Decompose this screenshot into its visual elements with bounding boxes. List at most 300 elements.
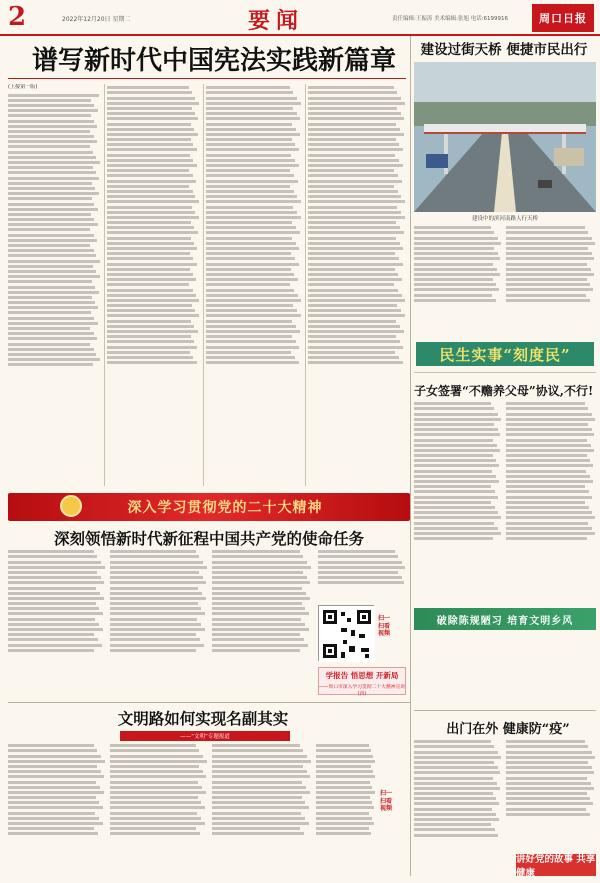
text-line [206, 174, 294, 177]
rural-civility-banner: 破除陈规陋习 培育文明乡风 [414, 608, 596, 630]
text-line [414, 490, 495, 493]
text-line [8, 311, 91, 314]
text-line [206, 294, 298, 297]
text-line [212, 576, 307, 579]
text-line [107, 231, 198, 234]
text-line [414, 288, 499, 291]
text-line [206, 335, 292, 338]
lead-story-byline: (上接第一版) [8, 84, 38, 90]
text-line [414, 299, 496, 302]
text-line [212, 592, 306, 595]
text-line [308, 185, 394, 188]
text-line [318, 561, 402, 564]
text-line [308, 299, 405, 302]
text-line [308, 268, 395, 271]
text-line [8, 260, 100, 263]
text-line [8, 775, 104, 778]
text-line [8, 182, 92, 185]
text-line [206, 195, 297, 198]
text-line [414, 745, 494, 748]
text-line [414, 464, 499, 467]
bridge-headline: 建设过街天桥 便捷市民出行 [420, 42, 588, 58]
section-rule [8, 702, 410, 703]
text-line [308, 91, 397, 94]
section-title: 要闻 [248, 8, 305, 34]
editor-credits: 责任编辑:王振涛 美术编辑:张旭 电话:6199916 [392, 16, 509, 22]
epidemic-story-column-1 [414, 738, 502, 876]
text-line [414, 522, 494, 525]
text-line [107, 237, 191, 240]
text-line [212, 812, 301, 815]
text-line [414, 782, 497, 785]
text-line [506, 273, 594, 276]
epidemic-headline: 出门在外 健康防“疫” [446, 722, 570, 737]
text-line [414, 828, 495, 831]
text-line [206, 86, 290, 89]
text-line [8, 161, 100, 164]
text-line [212, 623, 305, 626]
text-line [110, 801, 201, 804]
text-line [308, 200, 405, 203]
text-line [8, 208, 98, 211]
text-line [8, 203, 94, 206]
text-line [206, 346, 299, 349]
text-line [107, 320, 191, 323]
text-line [107, 216, 199, 219]
text-line [107, 159, 193, 162]
text-line [308, 273, 398, 276]
text-line [8, 177, 99, 180]
text-line [212, 633, 300, 636]
text-line [8, 348, 94, 351]
civility-road-headline: 文明路如何实现名副其实 [117, 709, 289, 728]
text-line [308, 164, 403, 167]
text-line [414, 761, 494, 764]
text-line [506, 402, 585, 405]
text-line [8, 120, 94, 123]
text-line [107, 86, 189, 89]
lead-story-column-3 [206, 84, 302, 486]
lead-story-column-2 [107, 84, 200, 486]
text-line [206, 97, 297, 100]
text-line [206, 226, 296, 229]
text-line [107, 164, 197, 167]
text-line [316, 786, 372, 789]
text-line [506, 787, 594, 790]
text-line [206, 123, 292, 126]
text-line [308, 112, 401, 115]
text-line [206, 299, 301, 302]
text-line [8, 770, 101, 773]
text-line [212, 801, 305, 804]
text-line [110, 765, 199, 768]
text-line [107, 133, 198, 136]
text-line [506, 782, 591, 785]
text-line [206, 143, 295, 146]
text-line [212, 765, 303, 768]
text-line [308, 117, 404, 120]
text-line [506, 263, 587, 266]
text-line [506, 797, 590, 800]
mission-story-column-3 [212, 548, 312, 700]
text-line [506, 278, 587, 281]
text-line [8, 806, 103, 809]
text-line [8, 130, 90, 133]
text-line [107, 273, 193, 276]
text-line [506, 294, 586, 297]
text-line [8, 796, 96, 799]
text-line [318, 581, 404, 584]
text-line [506, 444, 591, 447]
text-line [206, 263, 299, 266]
text-line [107, 148, 197, 151]
page-divider [410, 36, 411, 876]
text-line [414, 501, 491, 504]
text-line [110, 812, 197, 815]
text-line [107, 123, 191, 126]
text-line [318, 571, 398, 574]
text-line [8, 571, 97, 574]
text-line [107, 174, 193, 177]
text-line [506, 740, 585, 743]
text-line [8, 827, 94, 830]
text-line [206, 216, 301, 219]
text-line [308, 206, 397, 209]
text-line [308, 190, 398, 193]
text-line [414, 485, 491, 488]
text-line [206, 180, 298, 183]
text-line [8, 166, 93, 169]
text-line [8, 801, 99, 804]
text-line [506, 802, 593, 805]
text-line [8, 239, 97, 242]
text-line [8, 270, 96, 273]
text-line [414, 237, 498, 240]
text-line [308, 97, 401, 100]
text-line [110, 770, 203, 773]
text-line [414, 407, 494, 410]
text-line [414, 532, 501, 535]
text-line [206, 231, 300, 234]
text-line [110, 550, 196, 553]
bridge-photo [414, 62, 596, 212]
text-line [414, 226, 491, 229]
text-line [506, 485, 585, 488]
text-line [8, 587, 96, 590]
text-line [308, 340, 400, 343]
text-line [8, 602, 96, 605]
text-line [8, 99, 91, 102]
text-line [8, 597, 104, 600]
text-line [316, 796, 370, 799]
text-line [8, 555, 97, 558]
text-line [212, 817, 305, 820]
text-line [107, 304, 192, 307]
text-line [414, 792, 493, 795]
text-line [206, 117, 300, 120]
text-line [414, 231, 494, 234]
text-line [8, 343, 90, 346]
text-line [414, 834, 498, 837]
text-line [8, 317, 94, 320]
text-line [506, 537, 587, 540]
text-line [8, 786, 100, 789]
text-line [8, 223, 98, 226]
text-line [316, 755, 373, 758]
text-line [8, 612, 103, 615]
text-line [506, 288, 593, 291]
text-line [206, 133, 300, 136]
text-line [414, 823, 491, 826]
text-line [8, 280, 92, 283]
text-line [506, 268, 591, 271]
text-line [212, 550, 300, 553]
text-line [206, 206, 293, 209]
text-line [308, 123, 396, 126]
text-line [8, 228, 90, 231]
text-line [506, 771, 594, 774]
text-line [107, 169, 189, 172]
text-line [107, 351, 190, 354]
text-line [8, 213, 91, 216]
text-line [110, 566, 207, 569]
text-line [8, 197, 92, 200]
civility-story-column-4 [316, 742, 376, 876]
text-line [414, 247, 494, 250]
text-line [308, 180, 402, 183]
text-line [414, 428, 498, 431]
text-line [8, 363, 93, 366]
text-line [308, 325, 400, 328]
text-line [414, 470, 492, 473]
section-rule [414, 710, 596, 711]
text-line [8, 576, 101, 579]
text-line [206, 340, 296, 343]
text-line [110, 827, 196, 830]
text-line [8, 234, 94, 237]
text-line [308, 289, 398, 292]
text-line [506, 257, 594, 260]
text-line [506, 506, 589, 509]
text-line [308, 102, 405, 105]
text-line [8, 765, 97, 768]
text-line [316, 770, 373, 773]
text-line [308, 138, 396, 141]
text-line [414, 516, 501, 519]
text-line [107, 278, 196, 281]
text-line [308, 148, 403, 151]
text-line [308, 346, 403, 349]
text-line [8, 623, 99, 626]
civility-story-column-1 [8, 742, 106, 876]
text-line [110, 781, 198, 784]
text-line [110, 623, 201, 626]
text-line [308, 159, 399, 162]
text-line [8, 566, 105, 569]
text-line [107, 102, 199, 105]
text-line [212, 597, 310, 600]
text-line [414, 252, 498, 255]
text-line [107, 299, 199, 302]
text-line [107, 206, 192, 209]
text-line [506, 299, 590, 302]
text-line [212, 822, 309, 825]
text-line [206, 102, 301, 105]
text-line [308, 174, 398, 177]
issue-date: 2022年12月20日 星期二 [62, 16, 131, 23]
text-line [8, 633, 94, 636]
text-line [414, 802, 499, 805]
text-line [206, 325, 296, 328]
text-line [506, 226, 585, 229]
text-line [308, 351, 395, 354]
text-line [506, 777, 587, 780]
text-line [107, 117, 198, 120]
text-line [308, 356, 399, 359]
text-line [8, 628, 103, 631]
text-line [414, 439, 493, 442]
text-line [8, 109, 98, 112]
text-line [414, 402, 491, 405]
text-line [110, 817, 201, 820]
text-line [308, 309, 401, 312]
text-line [8, 607, 99, 610]
text-line [110, 618, 197, 621]
text-line [414, 413, 498, 416]
text-line [506, 428, 592, 431]
text-line [206, 252, 291, 255]
text-line [212, 581, 310, 584]
text-line [110, 576, 203, 579]
text-line [8, 592, 100, 595]
text-line [110, 607, 201, 610]
text-line [110, 597, 206, 600]
text-line [212, 832, 304, 835]
text-line [212, 827, 300, 830]
text-line [8, 104, 94, 107]
text-line [414, 475, 496, 478]
text-line [206, 159, 295, 162]
text-line [8, 749, 97, 752]
text-line [316, 832, 371, 835]
text-line [206, 289, 294, 292]
text-line [8, 151, 93, 154]
text-line [206, 278, 298, 281]
text-line [414, 740, 491, 743]
text-line [107, 154, 190, 157]
text-line [212, 607, 305, 610]
text-line [8, 135, 94, 138]
text-line [110, 628, 205, 631]
text-line [107, 340, 194, 343]
text-line [8, 291, 99, 294]
text-line [506, 792, 587, 795]
text-line [506, 522, 588, 525]
text-line [8, 781, 96, 784]
text-line [308, 107, 397, 110]
text-line [8, 832, 98, 835]
text-line [212, 566, 311, 569]
text-line [308, 252, 395, 255]
text-line [8, 638, 98, 641]
qr-code-icon[interactable] [318, 605, 374, 661]
text-line [212, 744, 300, 747]
party-emblem-icon [60, 495, 82, 517]
civility-story-column-2 [110, 742, 208, 876]
text-line [506, 252, 592, 255]
text-line [212, 602, 302, 605]
text-line [316, 760, 375, 763]
text-line [506, 480, 593, 483]
text-line [318, 576, 402, 579]
text-line [110, 612, 205, 615]
text-line [414, 751, 498, 754]
filial-story-column-1 [414, 400, 502, 600]
text-line [318, 550, 395, 553]
text-line [8, 644, 102, 647]
text-line [506, 813, 590, 816]
text-line [414, 537, 493, 540]
text-line [110, 587, 198, 590]
text-line [414, 263, 493, 266]
text-line [506, 423, 588, 426]
party-story-banner: 讲好党的故事 共享健康 [516, 854, 596, 879]
text-line [212, 806, 309, 809]
text-line [8, 265, 93, 268]
text-line [308, 247, 403, 250]
text-line [506, 413, 592, 416]
text-line [506, 449, 594, 452]
page-number: 2 [8, 2, 27, 32]
text-line [206, 190, 294, 193]
text-line [8, 254, 96, 257]
text-line [206, 107, 293, 110]
civility-story-column-3 [212, 742, 312, 876]
text-line [506, 464, 593, 467]
text-line [206, 221, 292, 224]
photo-caption: 建设中的滨河南路人行天桥 [471, 216, 538, 222]
bridge-story-column-2 [506, 224, 596, 336]
text-line [8, 649, 94, 652]
text-line [8, 358, 100, 361]
text-line [110, 822, 205, 825]
text-line [8, 332, 94, 335]
text-line [414, 454, 493, 457]
text-line [308, 216, 405, 219]
text-line [308, 237, 396, 240]
text-line [110, 561, 203, 564]
text-line [107, 226, 194, 229]
text-line [506, 761, 588, 764]
text-line [110, 786, 202, 789]
text-line [110, 649, 196, 652]
text-line [414, 459, 496, 462]
text-line [506, 247, 588, 250]
text-line [8, 286, 95, 289]
text-line [110, 760, 207, 763]
text-line [8, 581, 104, 584]
text-line [110, 581, 206, 584]
text-line [107, 247, 197, 250]
text-line [212, 644, 308, 647]
text-line [8, 187, 95, 190]
filial-story-column-2 [506, 400, 596, 600]
text-line [8, 353, 96, 356]
text-line [107, 107, 192, 110]
bridge-story-column-1 [414, 224, 502, 336]
text-line [110, 638, 200, 641]
text-line [107, 356, 193, 359]
